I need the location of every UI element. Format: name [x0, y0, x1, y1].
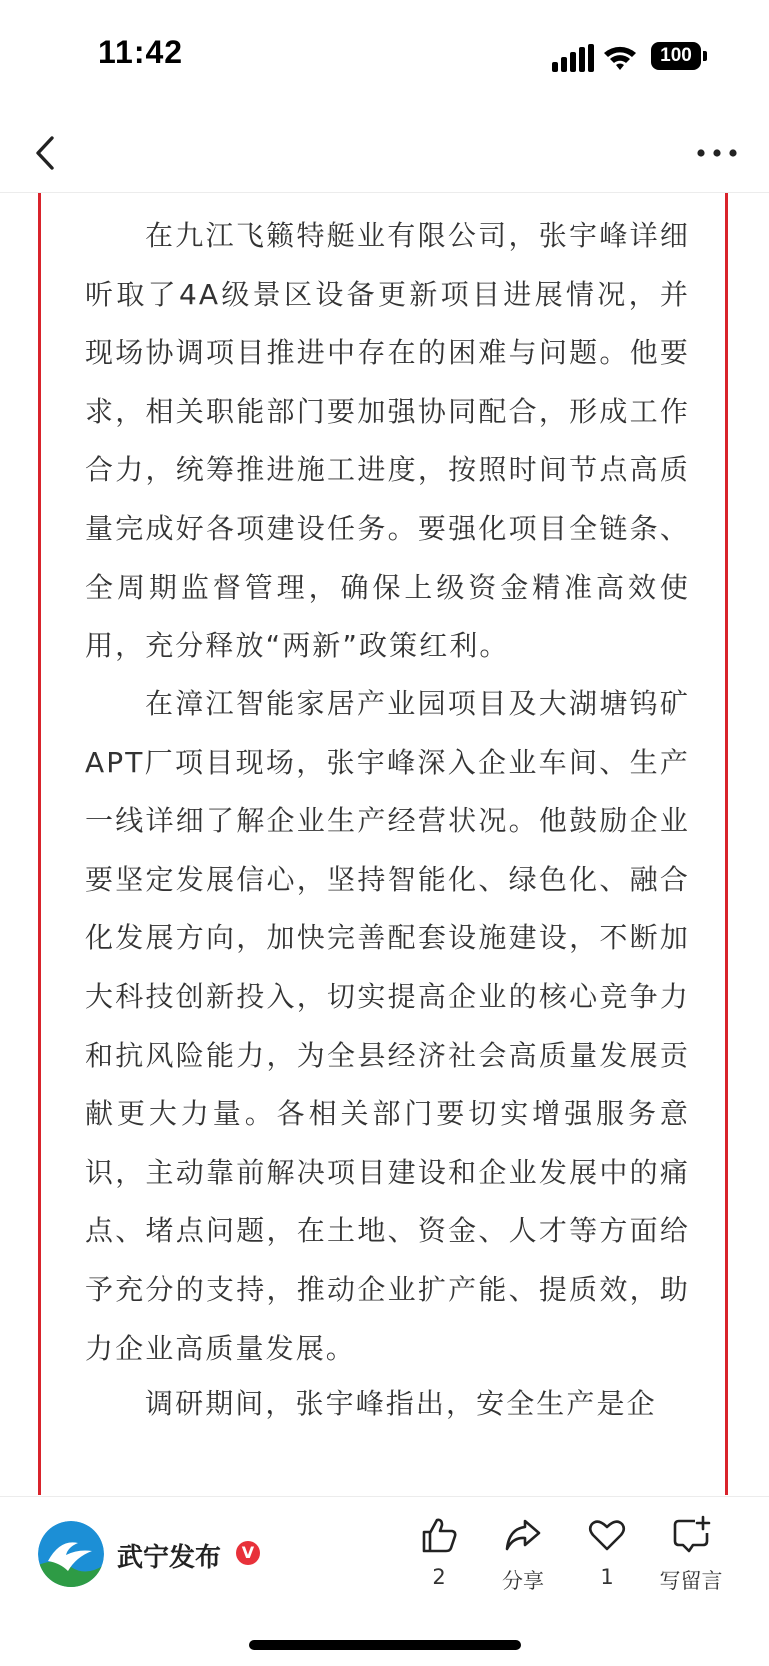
wifi-icon [602, 42, 638, 72]
cellular-signal-icon [552, 44, 594, 72]
battery-icon: 100 [651, 42, 701, 70]
nav-bar [0, 110, 769, 193]
comment-button[interactable] [646, 1515, 736, 1605]
article-content [0, 193, 769, 1495]
back-icon[interactable] [26, 130, 66, 176]
home-indicator[interactable] [249, 1640, 521, 1650]
status-bar [0, 0, 769, 110]
account-name[interactable]: 武宁发布 [117, 1543, 222, 1573]
heart-icon [587, 1515, 627, 1555]
article-paragraph: 在漳江智能家居产业园项目及大湖塘钨矿APT厂项目现场，张宇峰深入企业车间、生产一线详细了解企业生产经营状况。他鼓励企业要坚定发展信心，坚持智能化、绿色化、融合化发展方向，加快完善配套设施建设，不断加大科技创新投入，切实提高企业的核心竞争力和抗风险能力，为全县经济社会高质量发展贡献更大力量。各相关部门要切实增强服务意识，主动靠前解决项目建设和企业发展中的痛点、堵点问题，在土地、资金、人才等方面给予充分的支持，推动企业扩产能、提质效，助力企业高质量发展。 [85, 687, 690, 1365]
account-logo-icon[interactable] [38, 1521, 104, 1587]
comment-label: 写留言 [659, 1569, 723, 1593]
status-time: 11:42 [98, 34, 184, 70]
more-options-icon[interactable] [692, 138, 742, 168]
article-paragraph: 调研期间，张宇峰指出，安全生产是企 [145, 1387, 657, 1420]
battery-tip [703, 51, 707, 61]
verified-badge: V [236, 1541, 260, 1565]
share-button[interactable] [478, 1515, 568, 1605]
bottom-bar [0, 1496, 769, 1666]
share-label: 分享 [502, 1569, 544, 1593]
like-count: 2 [432, 1565, 446, 1589]
favorite-button[interactable] [562, 1515, 652, 1605]
article-border-right [725, 193, 728, 1495]
like-button[interactable] [394, 1515, 484, 1605]
favorite-count: 1 [600, 1565, 614, 1589]
article-border-left [38, 193, 41, 1495]
share-icon [503, 1515, 543, 1555]
article-paragraph: 在九江飞籁特艇业有限公司，张宇峰详细听取了4A级景区设备更新项目进展情况，并现场协调项目推进中存在的困难与问题。他要求，相关职能部门要加强协同配合，形成工作合力，统筹推进施工进度，按照时间节点高质量完成好各项建设任务。要强化项目全链条、全周期监督管理，确保上级资金精准高效使用，充分释放“两新”政策红利。 [85, 219, 690, 663]
comment-add-icon [671, 1515, 711, 1555]
thumbs-up-icon [419, 1515, 459, 1555]
